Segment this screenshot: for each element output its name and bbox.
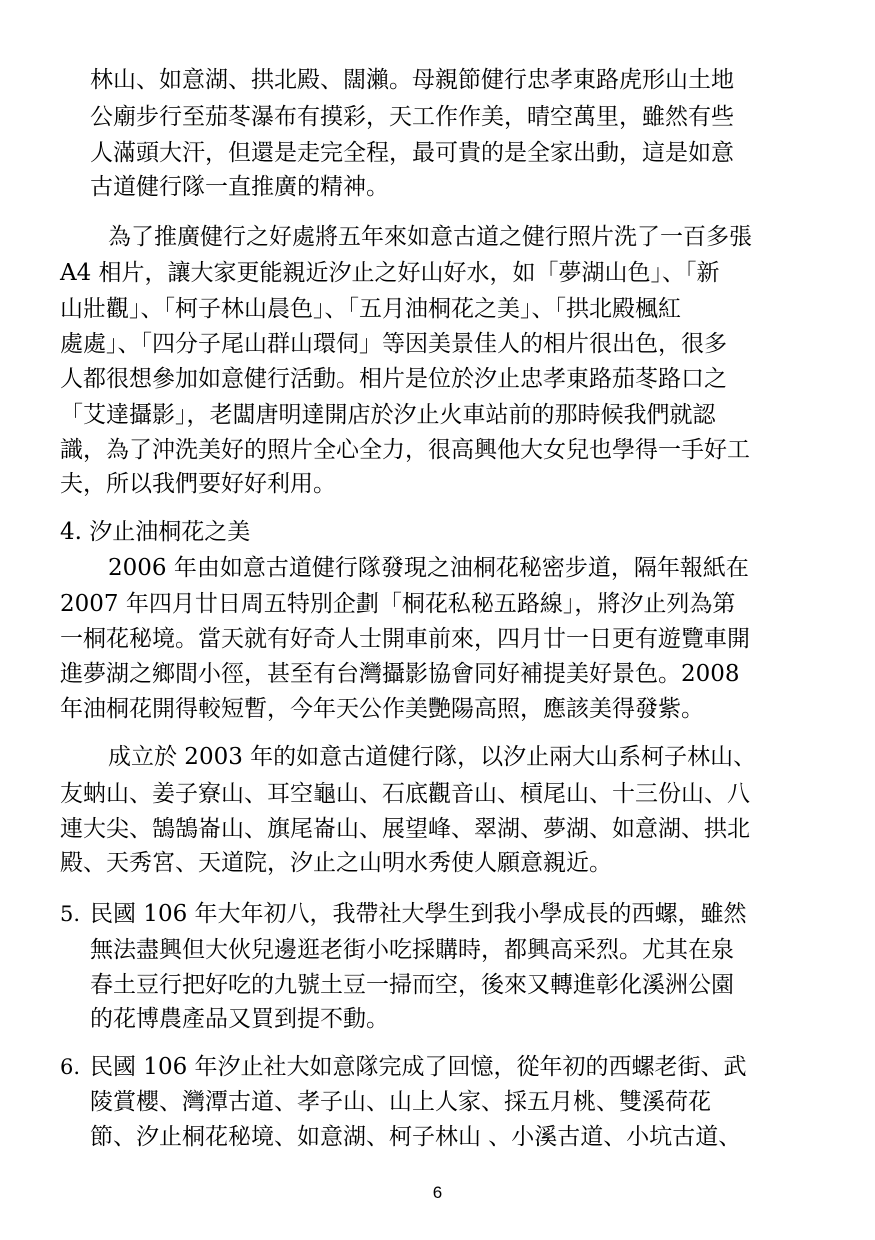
text-line: 民國 106 年汐止社大如意隊完成了回憶，從年初的西螺老街、武 <box>90 1054 747 1080</box>
text-line: 為了推廣健行之好處將五年來如意古道之健行照片洗了一百多張 <box>108 224 752 250</box>
text-line: 陵賞櫻、灣潭古道、孝子山、山上人家、採五月桃、雙溪荷花 <box>90 1089 711 1115</box>
text-line: 識，為了沖洗美好的照片全心全力，很高興他大女兒也學得一手好工 <box>60 437 750 463</box>
text-line: 林山、如意湖、拱北殿、闊瀨。母親節健行忠孝東路虎形山土地 <box>90 67 734 93</box>
text-line: 進夢湖之鄉間小徑，甚至有台灣攝影協會同好補提美好景色。2008 <box>60 661 740 687</box>
text-line: 山壯觀」、「柯子林山晨色」、「五月油桐花之美」、「拱北殿楓紅 <box>60 296 681 322</box>
text-line: 節、汐止桐花秘境、如意湖、柯子林山 、小溪古道、小坑古道、 <box>90 1124 742 1150</box>
text-line: 古道健行隊一直推廣的精神。 <box>90 174 389 200</box>
text-line: 「艾達攝影」，老闆唐明達開店於汐止火車站前的那時候我們就認 <box>60 402 716 428</box>
text-line: 處處」、「四分子尾山群山環伺」等因美景佳人的相片很出色，很多 <box>60 331 727 357</box>
text-line: 夫，所以我們要好好利用。 <box>60 471 336 497</box>
text-line: 民國 106 年大年初八，我帶社大學生到我小學成長的西螺，雖然 <box>90 901 747 927</box>
list-number: 6. <box>60 1055 81 1079</box>
text-line: 公廟步行至茄苳瀑布有摸彩，天工作作美，晴空萬里，雖然有些 <box>90 104 734 130</box>
page-number: 6 <box>432 1183 443 1202</box>
text-line: 一桐花秘境。當天就有好奇人士開車前來，四月廿一日更有遊覽車開 <box>60 626 750 652</box>
list-number: 5. <box>60 902 81 926</box>
text-line: 年油桐花開得較短暫，今年天公作美艷陽高照，應該美得發紫。 <box>60 696 704 722</box>
text-line: 無法盡興但大伙兒邊逛老街小吃採購時，都興高采烈。尤其在泉 <box>90 937 734 963</box>
text-line: 的花博農產品又買到提不動。 <box>90 1006 389 1032</box>
section-heading: 4. 汐止油桐花之美 <box>60 519 251 545</box>
text-line: 殿、天秀宮、天道院，汐止之山明水秀使人願意親近。 <box>60 850 612 876</box>
text-line: 連大尖、鵠鵠崙山、旗尾崙山、展望峰、翠湖、夢湖、如意湖、拱北 <box>60 816 750 842</box>
text-line: 友蚋山、姜子寮山、耳空龜山、石底觀音山、槓尾山、十三份山、八 <box>60 781 750 807</box>
text-line: 成立於 2003 年的如意古道健行隊，以汐止兩大山系柯子林山、 <box>108 744 757 770</box>
text-line: 春土豆行把好吃的九號土豆一掃而空，後來又轉進彰化溪洲公園 <box>90 972 734 998</box>
text-line: 2006 年由如意古道健行隊發現之油桐花秘密步道，隔年報紙在 <box>108 555 749 581</box>
text-line: A4 相片，讓大家更能親近汐止之好山好水，如「夢湖山色」、「新 <box>60 260 720 286</box>
text-line: 人滿頭大汗，但還是走完全程，最可貴的是全家出動，這是如意 <box>90 140 734 166</box>
text-line: 2007 年四月廿日周五特別企劃「桐花私秘五路線」，將汐止列為第 <box>60 591 736 617</box>
text-line: 人都很想參加如意健行活動。相片是位於汐止忠孝東路茄苳路口之 <box>60 366 727 392</box>
